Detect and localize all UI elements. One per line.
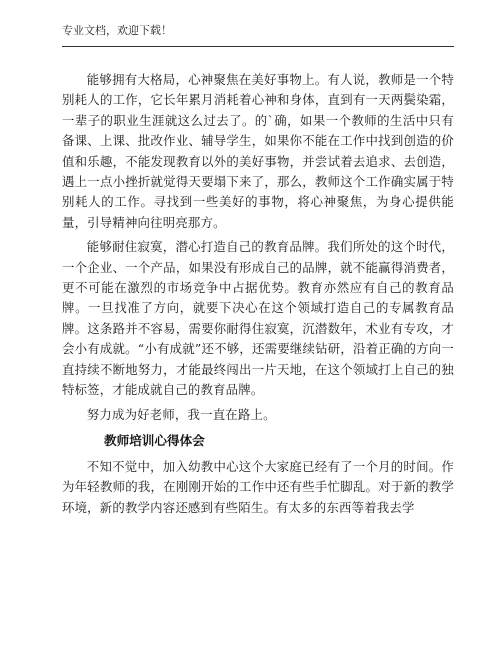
paragraph-big-picture: 能够拥有大格局，心神聚焦在美好事物上。有人说，教师是一个特别耗人的工作，它长年累月消耗着心神和身体，直到有一天两鬓染霜，一辈子的职业生涯就这么过去了。的`确，如果一个教师的生活中只有备课、上课、批改作业、辅导学生，如果你不能在工作中找到创造的价值和乐趣，不能发现教育以外的美好事物，并尝试着去追求、去创造，遇上一点小挫折就觉得天要塌下来了，那么，教师这个工作确实属于特别耗人的工作。寻找到一些美好的事物，将心神聚焦，为身心提供能量，引导精神向往明亮那方。	[62, 72, 454, 230]
document-body	[62, 70, 454, 522]
paragraph-closing: 努力成为好老师，我一直在路上。	[86, 406, 276, 422]
header-divider	[62, 46, 454, 47]
section-title: 教师培训心得体会	[104, 432, 205, 448]
paragraph-training-intro: 不知不觉中，加入幼教中心这个大家庭已经有了一个月的时间。作为年轻教师的我，在刚刚开始的工作中还有些手忙脚乱。对于新的教学环境，新的教学内容还感到有些陌生。有太多的东西等着我去学	[62, 458, 454, 515]
paragraph-education-brand: 能够耐住寂寞，潜心打造自己的教育品牌。我们所处的这个时代，一个企业、一个产品，如果没有形成自己的品牌，就不能赢得消费者，更不可能在激烈的市场竞争中占据优势。教育亦然应有自己的教育品牌。一旦找准了方向，就要下决心在这个领域打造自己的专属教育品牌。这条路并不容易，需要你耐得住寂寞，沉潜数年，术业有专攻，才会小有成就。“小有成就”还不够，还需要继续钻研，沿着正确的方向一直持续不断地努力，才能最终闯出一片天地，在这个领域打上自己的独特标签，才能成就自己的教育品牌。	[62, 239, 454, 398]
page-header: 专业文档，欢迎下载！	[62, 24, 172, 37]
